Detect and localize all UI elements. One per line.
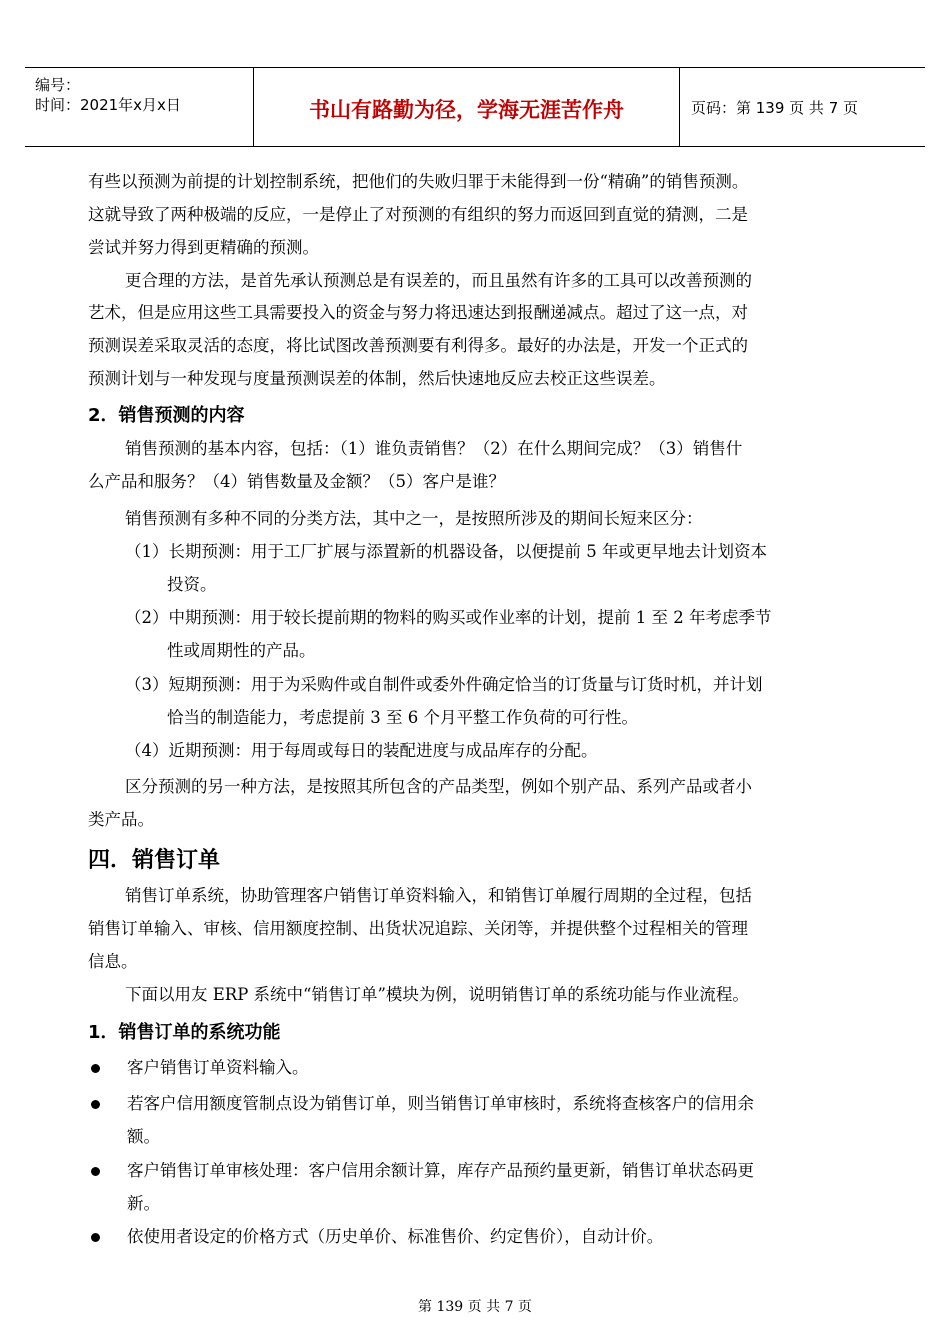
- time-label: 时间：2021年x月x日: [35, 96, 181, 114]
- page-footer: 第 139 页 共 7 页: [418, 1299, 532, 1315]
- list-item-continuation: 恰当的制造能力，考虑提前 3 至 6 个月平整工作负荷的可行性。: [167, 708, 638, 727]
- paragraph-line: 预测误差采取灵活的态度，将比试图改善预测要有利得多。最好的办法是，开发一个正式的: [88, 336, 748, 355]
- header-info-cell: [25, 68, 254, 146]
- header-motto-cell: [254, 68, 680, 146]
- list-item-continuation: 性或周期性的产品。: [167, 641, 316, 660]
- number-label: 编号：: [35, 76, 81, 94]
- list-item-continuation: 投资。: [167, 575, 217, 594]
- paragraph-line: 有些以预测为前提的计划控制系统，把他们的失败归罪于未能得到一份“精确”的销售预测。: [88, 172, 749, 191]
- list-item: （3）短期预测：用于为采购件或自制件或委外件确定恰当的订货量与订货时机，并计划: [125, 675, 763, 694]
- bullet-item-continuation: 新。: [127, 1194, 160, 1213]
- bullet-item: 依使用者设定的价格方式（历史单价、标准售价、约定售价），自动计价。: [127, 1227, 664, 1246]
- motto-text: 书山有路勤为径，学海无涯苦作舟: [309, 98, 624, 122]
- section-heading: 2．销售预测的内容: [88, 405, 245, 426]
- paragraph-line: 区分预测的另一种方法，是按照其所包含的产品类型，例如个别产品、系列产品或者小: [125, 777, 752, 796]
- section-heading: 1．销售订单的系统功能: [88, 1022, 281, 1043]
- paragraph-line: 更合理的方法，是首先承认预测总是有误差的，而且虽然有许多的工具可以改善预测的: [125, 271, 752, 290]
- paragraph-line: 信息。: [88, 952, 138, 971]
- paragraph-line: 艺术，但是应用这些工具需要投入的资金与努力将迅速达到报酬递减点。超过了这一点，对: [88, 303, 748, 322]
- paragraph-line: 类产品。: [88, 810, 154, 829]
- header-page-cell: [680, 68, 925, 146]
- paragraph-line: 销售订单系统，协助管理客户销售订单资料输入，和销售订单履行周期的全过程，包括: [125, 886, 752, 905]
- list-item: （4）近期预测：用于每周或每日的装配进度与成品库存的分配。: [125, 741, 598, 760]
- bullet-icon: [91, 1233, 100, 1242]
- bullet-icon: [91, 1167, 100, 1176]
- bullet-item: 客户销售订单审核处理：客户信用余额计算，库存产品预约量更新，销售订单状态码更: [127, 1161, 754, 1180]
- page-code: 页码：第 139 页 共 7 页: [691, 99, 859, 117]
- paragraph-line: 么产品和服务？（4）销售数量及金额？（5）客户是谁？: [88, 472, 505, 491]
- bullet-icon: [91, 1064, 100, 1073]
- paragraph-line: 销售预测的基本内容，包括：（1）谁负责销售？（2）在什么期间完成？（3）销售什: [125, 439, 743, 458]
- list-item: （1）长期预测：用于工厂扩展与添置新的机器设备，以便提前 5 年或更早地去计划资本: [125, 542, 767, 561]
- chapter-heading: 四．销售订单: [88, 848, 221, 873]
- paragraph-line: 预测计划与一种发现与度量预测误差的体制，然后快速地反应去校正这些误差。: [88, 369, 666, 388]
- paragraph-line: 销售预测有多种不同的分类方法，其中之一，是按照所涉及的期间长短来区分：: [125, 509, 703, 528]
- bullet-icon: [91, 1100, 100, 1109]
- paragraph-line: 这就导致了两种极端的反应，一是停止了对预测的有组织的努力而返回到直觉的猜测，二是: [88, 205, 748, 224]
- bullet-item: 客户销售订单资料输入。: [127, 1058, 309, 1077]
- paragraph-line: 销售订单输入、审核、信用额度控制、出货状况追踪、关闭等，并提供整个过程相关的管理: [88, 919, 748, 938]
- paragraph-line: 下面以用友 ERP 系统中“销售订单”模块为例，说明销售订单的系统功能与作业流程。: [125, 985, 749, 1004]
- document-header: [25, 67, 925, 147]
- list-item: （2）中期预测：用于较长提前期的物料的购买或作业率的计划，提前 1 至 2 年考虑季节: [125, 608, 772, 627]
- bullet-item-continuation: 额。: [127, 1127, 160, 1146]
- bullet-item: 若客户信用额度管制点设为销售订单，则当销售订单审核时，系统将查核客户的信用余: [127, 1094, 754, 1113]
- paragraph-line: 尝试并努力得到更精确的预测。: [88, 238, 319, 257]
